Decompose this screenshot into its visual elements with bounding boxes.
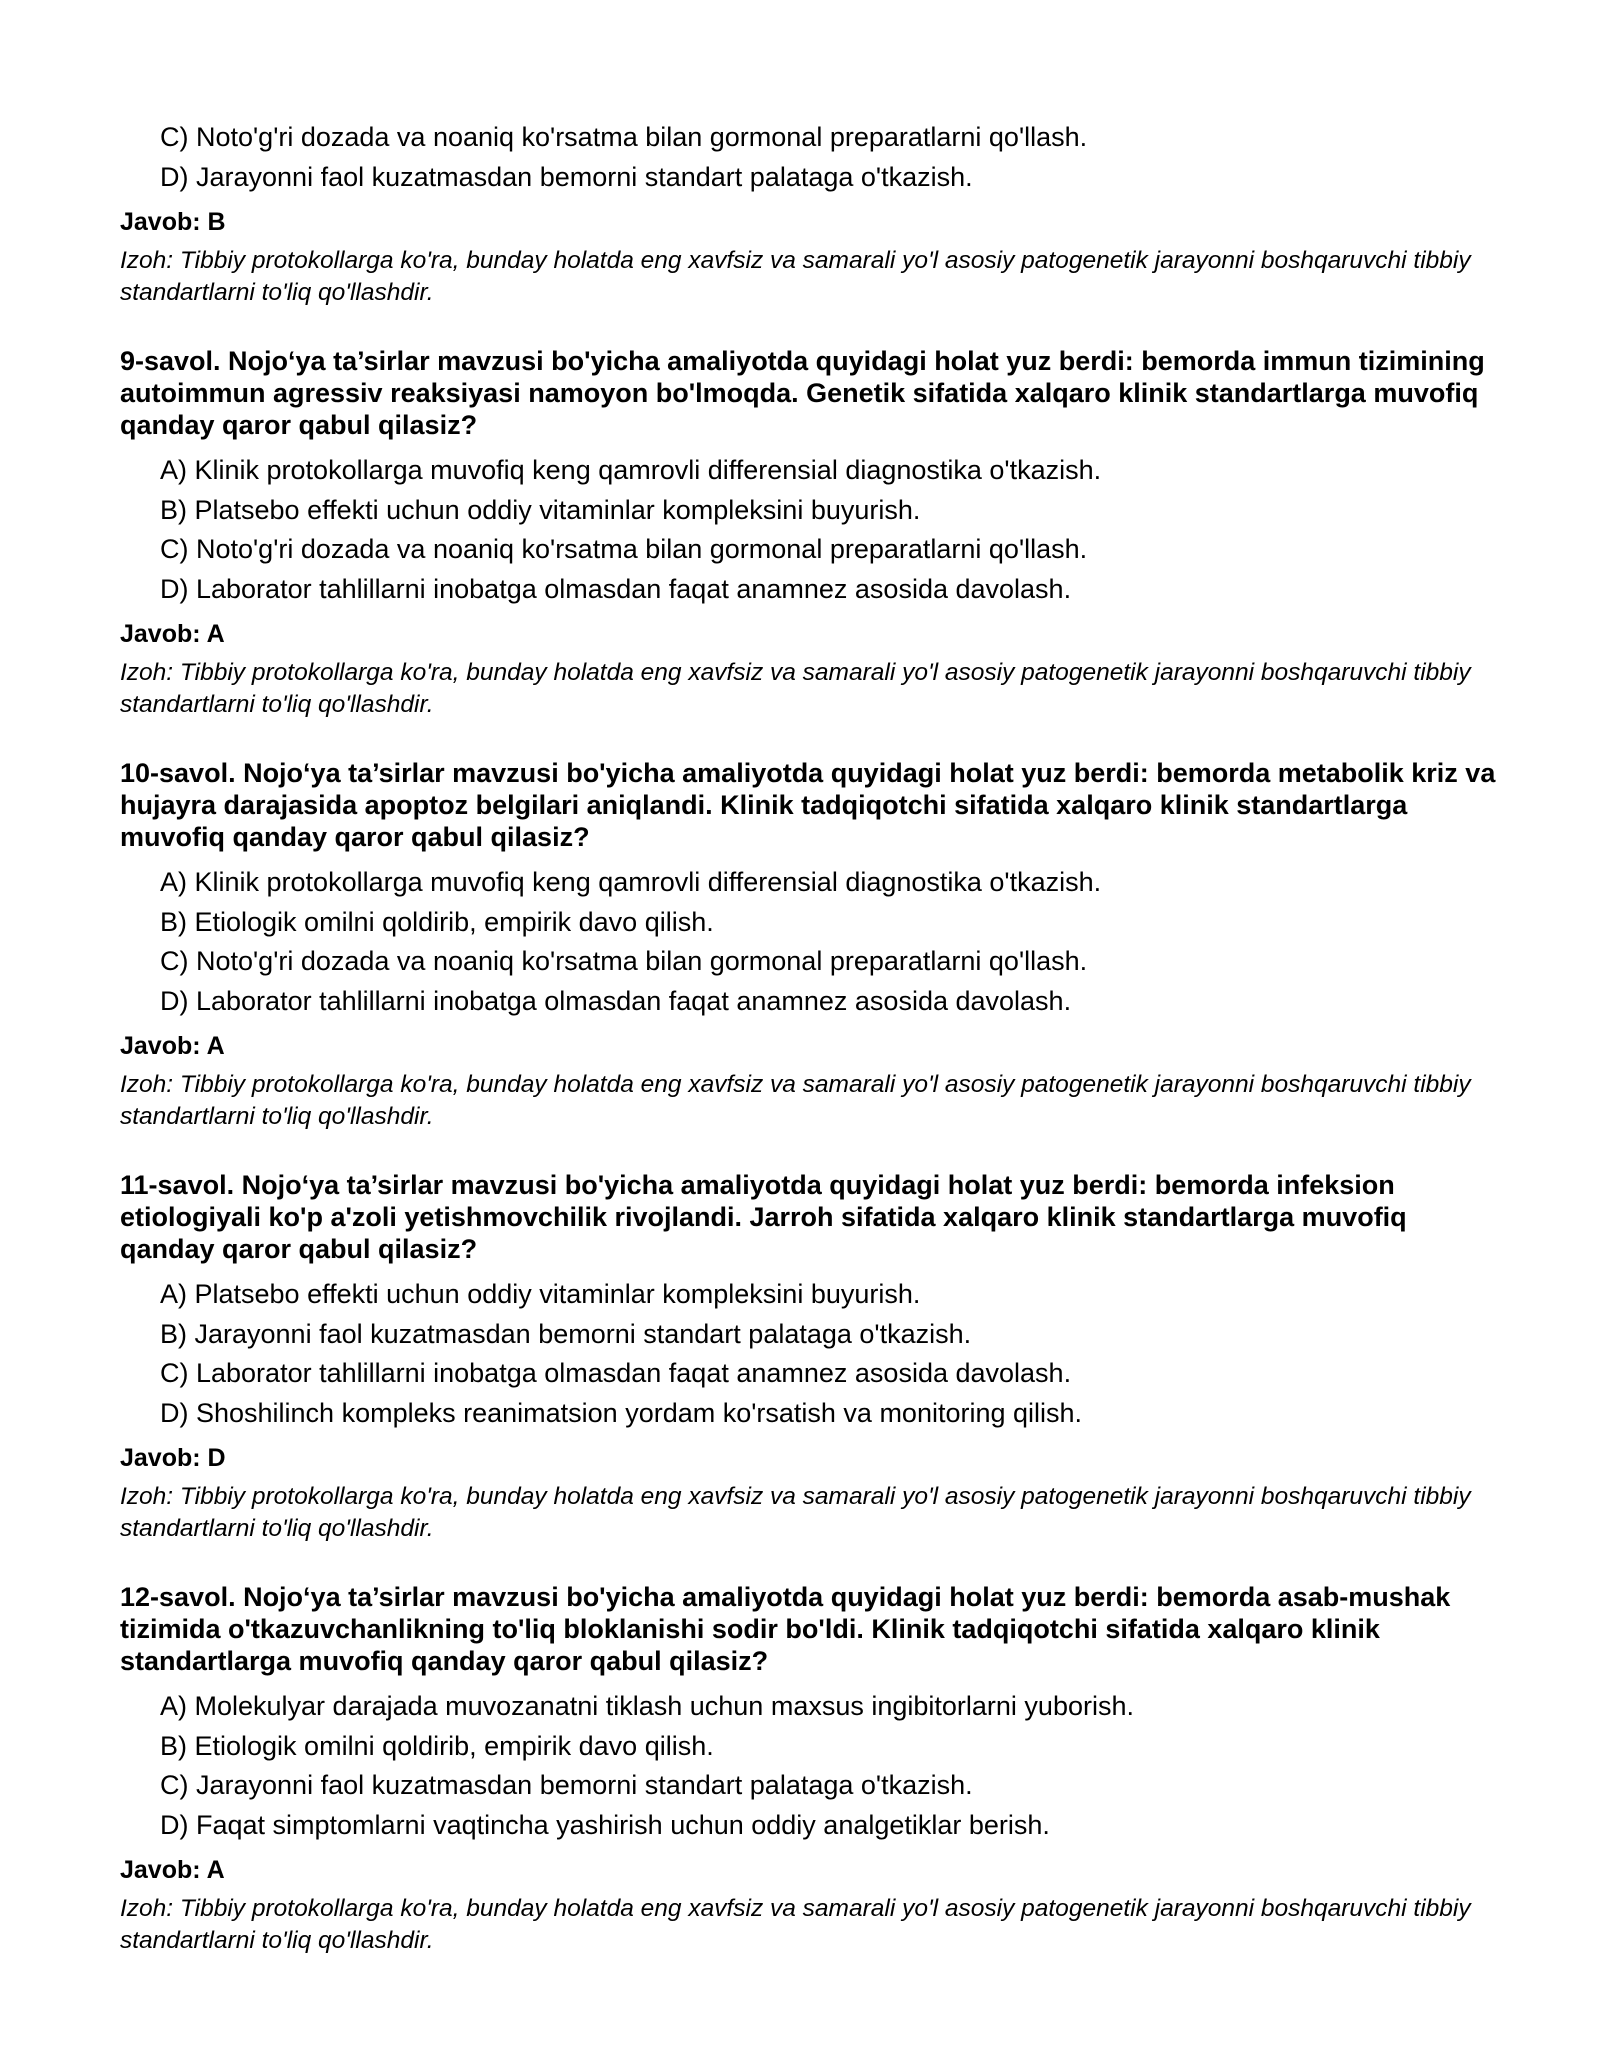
option-c: C) Noto'g'ri dozada va noaniq ko'rsatma bilan gormonal preparatlarni qo'llash.: [160, 122, 1088, 152]
options-list: [120, 1275, 1500, 1433]
explanation-note: Izoh: Tibbiy protokollarga ko'ra, bunday holatda eng xavfsiz va samarali yo'l asosiy patogenetik jarayonni boshqaruvchi tibbiy standartlarni to'liq qo'llashdir.: [120, 1071, 1471, 1130]
explanation-note: Izoh: Tibbiy protokollarga ko'ra, bunday holatda eng xavfsiz va samarali yo'l asosiy patogenetik jarayonni boshqaruvchi tibbiy standartlarni to'liq qo'llashdir.: [120, 1483, 1471, 1542]
question-text: 10-savol. Nojo‘ya ta’sirlar mavzusi bo'yicha amaliyotda quyidagi holat yuz berdi: bemorda metabolik kriz va hujayra darajasida apoptoz belgilari aniqlandi. Klinik tadqiqotchi sifatida xalqaro klinik standartlarga muvofiq qanday qaror qabul qilasiz?: [120, 758, 1496, 852]
explanation-note: Izoh: Tibbiy protokollarga ko'ra, bunday holatda eng xavfsiz va samarali yo'l asosiy patogenetik jarayonni boshqaruvchi tibbiy standartlarni to'liq qo'llashdir.: [120, 659, 1471, 718]
answer-label: Javob: A: [120, 620, 225, 648]
option-a: A) Molekulyar darajada muvozanatni tiklash uchun maxsus ingibitorlarni yuborish.: [160, 1691, 1134, 1721]
explanation-note: Izoh: Tibbiy protokollarga ko'ra, bunday holatda eng xavfsiz va samarali yo'l asosiy patogenetik jarayonni boshqaruvchi tibbiy standartlarni to'liq qo'llashdir.: [120, 247, 1471, 306]
answer-label: Javob: B: [120, 208, 226, 236]
question-text: 12-savol. Nojo‘ya ta’sirlar mavzusi bo'yicha amaliyotda quyidagi holat yuz berdi: bemorda asab-mushak tizimida o'tkazuvchanlikning to'liq bloklanishi sodir bo'ldi. Klinik tadqiqotchi sifatida xalqaro klinik standartlarga muvofiq qanday qaror qabul qilasiz?: [120, 1582, 1451, 1676]
answer-label: Javob: A: [120, 1856, 225, 1884]
option-d: D) Laborator tahlillarni inobatga olmasdan faqat anamnez asosida davolash.: [160, 573, 1072, 604]
question-text: 9-savol. Nojo‘ya ta’sirlar mavzusi bo'yicha amaliyotda quyidagi holat yuz berdi: bemorda immun tizimining autoimmun agressiv reaksiyasi namoyon bo'lmoqda. Genetik sifatida xalqaro klinik standartlarga muvofiq qanday qaror qabul qilasiz?: [120, 346, 1485, 440]
option-c: C) Laborator tahlillarni inobatga olmasdan faqat anamnez asosida davolash.: [160, 1358, 1072, 1388]
option-c: C) Jarayonni faol kuzatmasdan bemorni standart palataga o'tkazish.: [160, 1770, 973, 1800]
options-list: [120, 863, 1500, 1021]
question-10: [120, 757, 1500, 1133]
option-d: D) Laborator tahlillarni inobatga olmasdan faqat anamnez asosida davolash.: [160, 985, 1072, 1016]
option-b: B) Etiologik omilni qoldirib, empirik davo qilish.: [160, 906, 714, 937]
option-a: A) Klinik protokollarga muvofiq keng qamrovli differensial diagnostika o'tkazish.: [160, 455, 1102, 485]
question-text: 11-savol. Nojo‘ya ta’sirlar mavzusi bo'yicha amaliyotda quyidagi holat yuz berdi: bemorda infeksion etiologiyali ko'p a'zoli yetishmovchilik rivojlandi. Jarroh sifatida xalqaro klinik standartlarga muvofiq qanday qaror qabul qilasiz?: [120, 1170, 1407, 1264]
answer-label: Javob: D: [120, 1444, 226, 1472]
answer-label: Javob: A: [120, 1032, 225, 1060]
explanation-note: Izoh: Tibbiy protokollarga ko'ra, bunday holatda eng xavfsiz va samarali yo'l asosiy patogenetik jarayonni boshqaruvchi tibbiy standartlarni to'liq qo'llashdir.: [120, 1895, 1471, 1954]
question-8-continuation: [120, 118, 1500, 309]
options-list: [120, 118, 1500, 197]
option-b: B) Platsebo effekti uchun oddiy vitaminlar kompleksini buyurish.: [160, 494, 921, 525]
options-list: [120, 1687, 1500, 1845]
option-c: C) Noto'g'ri dozada va noaniq ko'rsatma bilan gormonal preparatlarni qo'llash.: [160, 946, 1088, 976]
question-11: [120, 1169, 1500, 1545]
option-b: B) Etiologik omilni qoldirib, empirik davo qilish.: [160, 1730, 714, 1761]
option-d: D) Shoshilinch kompleks reanimatsion yordam ko'rsatish va monitoring qilish.: [160, 1397, 1083, 1428]
document-page: [120, 118, 1500, 1957]
options-list: [120, 451, 1500, 609]
option-d: D) Faqat simptomlarni vaqtincha yashirish uchun oddiy analgetiklar berish.: [160, 1809, 1050, 1840]
option-a: A) Platsebo effekti uchun oddiy vitaminlar kompleksini buyurish.: [160, 1279, 921, 1309]
question-9: [120, 345, 1500, 721]
option-c: C) Noto'g'ri dozada va noaniq ko'rsatma bilan gormonal preparatlarni qo'llash.: [160, 534, 1088, 564]
option-b: B) Jarayonni faol kuzatmasdan bemorni standart palataga o'tkazish.: [160, 1318, 972, 1349]
option-d: D) Jarayonni faol kuzatmasdan bemorni standart palataga o'tkazish.: [160, 161, 973, 192]
question-12: [120, 1581, 1500, 1957]
option-a: A) Klinik protokollarga muvofiq keng qamrovli differensial diagnostika o'tkazish.: [160, 867, 1102, 897]
